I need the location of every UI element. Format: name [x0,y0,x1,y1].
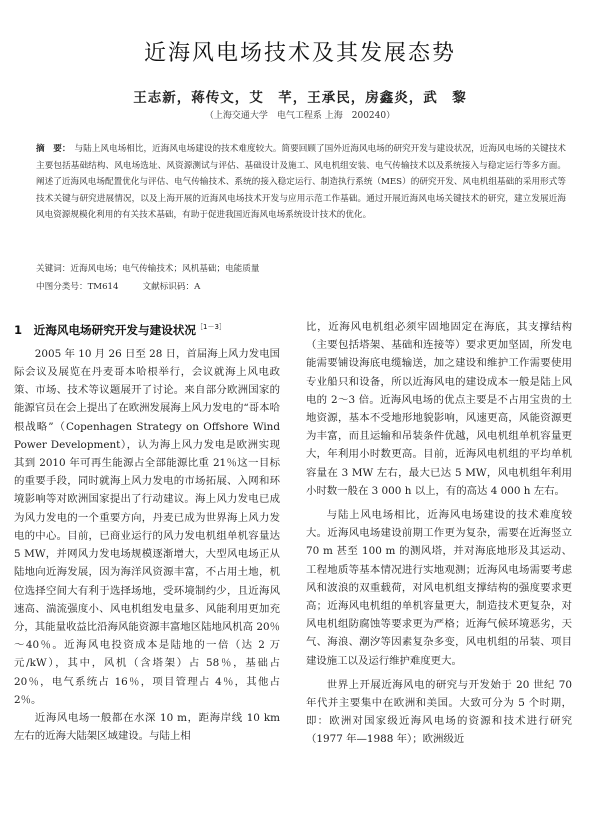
affiliation: （上海交通大学 电气工程系 上海 200240） [204,111,396,121]
body-paragraph: 近海风电场一般都在水深 10 m，距海岸线 10 km 左右的近海大陆架区域建设。与陆上相 [14,711,280,743]
body-paragraph: 比，近海风电机组必须牢固地固定在海底，其支撑结构（主要包括塔架、基础和连接等）要求更加坚固，所发电能需要铺设海底电缆输送，加之建设和维护工作需要使用专业船只和设备，所以近海风电的建设成本一般是陆上风电的 2～3 倍。近海风电场的优点主要是不占用宝贵的土地资源，基本不受地形地貌影响，风速更高，风能资源更为丰富，而且运输和吊装条件优越，风电机组单机容量更大，年利用小时数更高。目前，近海风电机组的平均单机容量在 3 MW 左右，最大已达 5 MW，风电机组年利用小时数一般在 3 000 h 以上，有的高达 4 000 h 左右。 [306,321,572,497]
clc-number: 中图分类号：TM614 [36,282,119,292]
abstract-label: 摘 要： [36,144,71,154]
body-paragraph: 世界上开展近海风电的研究与开发始于 20 世纪 70 年代并主要集中在欧洲和美国。大致可分为 5 个时期，即：欧洲对国家级近海风电场的资源和技术进行研究（1977 年—1988 年）；欧洲级近 [306,678,572,746]
classification-line [36,280,200,292]
paper-title: 近海风电场技术及其发展态势 [143,41,456,66]
body-paragraph: 与陆上风电场相比，近海风电场建设的技术难度较大。近海风电场建设前期工作更为复杂，需要在近海竖立 70 m 甚至 100 m 的测风塔，并对海底地形及其运动、工程地质等基本情况进行实地观测；近海风电场需要考虑风和波浪的双重载荷，对风电机组支撑结构的强度要求更高；近海风电机组的单机容量更大，制造技术更复杂，对风电机组防腐蚀等要求更为严格；近海气候环境恶劣，天气、海浪、潮汐等因素复杂多变，风电机组的吊装、项目建设施工以及运行维护难度更大。 [306,509,572,667]
section-heading-ref: ［1－3］ [195,323,226,331]
abstract [36,141,566,224]
left-column [14,318,280,745]
body-paragraph: 2005 年 10 月 26 日至 28 日，首届海上风力发电国际会议及展览在丹麦哥本哈根举行，会议就海上风电政策、市场、技术等议题展开了讨论。来自部分欧洲国家的能源官员在会上提出了在欧洲发展海上风力发电的“哥本哈根战略”（Copenhagen Strategy on Offshore Wind Power Development），认为海上风力发电是欧洲实现其到 2010 年可再生能源占全部能源比重 21％这一目标的重要手段，同时就海上风力发电的市场拓展、入网和环境影响等对欧洲国家提出了行动建议。海上风力发电已成为风力发电的一个重要方向，丹麦已成为世界海上风力发电的中心。目前，已商业运行的风力发电机组单机容量达 5 MW，并网风力发电场规模逐渐增大，大型风电场正从陆地向近海发展，因为海洋风资源丰富，不占用土地，机位选择空间大有利于选择场地，受环境制约少，且近海风速高、湍流强度小、风电机组发电量多、风能利用更加充分，其能量收益比沿海风能资源丰富地区陆地风机高 20％～40％。近海风电投资成本是陆地的一倍（达 2 万元/kW），其中，风机（含塔架）占 58％，基础占 20％，电气系统占 16％，项目管理占 4％，其他占 2％。 [14,347,280,706]
section-heading-text: 1 近海风电场研究开发与建设状况 [14,322,196,337]
document-code: 文献标识码：A [142,282,201,292]
author-list: 王志新，蒋传文，艾 芊，王承民，房鑫炎，武 黎 [133,90,467,106]
abstract-text: 与陆上风电场相比，近海风电场建设的技术难度较大。简要回顾了国外近海风电场的研究开发与建设状况，近海风电场的关键技术主要包括基础结构、风电场选址、风资源测试与评估、基础设计及施工、风电机组安装、电气传输技术以及系统接入与稳定运行等多方面。阐述了近海风电场配置优化与评估、电气传输技术、系统的接入稳定运行、制造执行系统（MES）的研究开发、风电机组基础的采用形式等技术关键与研究进展情况，以及上海开展的近海风电场技术开发与应用示范工作基础。通过开展近海风电场关键技术的研究，建立发展近海风电资源规模化利用的有关技术基础，有助于促进我国近海风电场系统设计技术的优化。 [36,144,566,221]
section-heading [14,318,280,339]
keywords: 关键词：近海风电场；电气传输技术；风机基础；电能质量 [36,264,260,274]
right-column [306,318,572,749]
